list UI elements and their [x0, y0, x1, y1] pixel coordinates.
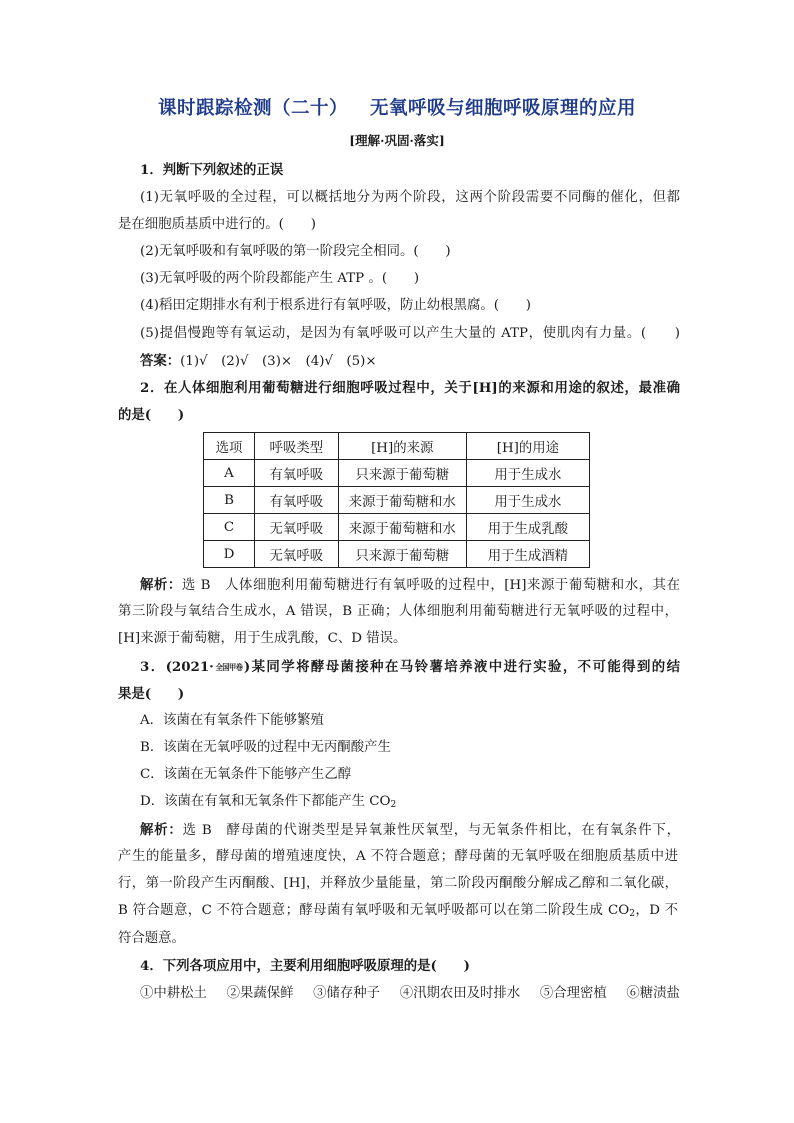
title-part1: 课时跟踪检测（二十）	[157, 98, 348, 119]
table-cell: 用于生成酒精	[466, 541, 589, 568]
q3-option-d	[140, 791, 680, 813]
page-title	[0, 94, 794, 120]
q4-choice: ③储存种子	[313, 986, 381, 1001]
q3-exam-source: 全国甲卷	[215, 663, 243, 672]
table-cell: 来源于葡萄糖和水	[338, 514, 466, 541]
q4-choice: ②果蔬保鲜	[226, 986, 294, 1001]
q1-item5: (5)提倡慢跑等有氧运动，是因为有氧呼吸可以产生大量的 ATP，使肌肉有力量。( )	[140, 326, 680, 341]
q2-analysis-label: 解析：	[140, 577, 182, 593]
q3-option-a: A．该菌在有氧条件下能够繁殖	[140, 713, 324, 728]
table-row	[204, 514, 590, 541]
q3-stem-rest: )某同学将酵母菌接种在马铃薯培养液中进行实验，不可能得到的结	[243, 659, 680, 675]
q3-stem-prefix: 3．(2021·	[140, 659, 214, 675]
q2-options-table	[203, 432, 590, 568]
table-cell: 有氧呼吸	[254, 487, 338, 514]
q4-choices	[140, 983, 680, 1005]
table-header-cell: [H]的用途	[466, 433, 589, 460]
q4-choice: ④汛期农田及时排水	[399, 986, 521, 1001]
q1-item2: (2)无氧呼吸和有氧呼吸的第一阶段完全相同。( )	[140, 244, 451, 259]
q1-answer	[140, 350, 680, 373]
q3-option-d-text: D．该菌在有氧和无氧条件下都能产生 CO	[140, 794, 391, 809]
q1-item1-line1: (1)无氧呼吸的全过程，可以概括地分为两个阶段，这两个阶段需要不同酶的催化，但都	[140, 190, 680, 205]
table-header-row	[204, 433, 590, 460]
table-cell: 有氧呼吸	[254, 460, 338, 487]
table-cell: B	[204, 487, 255, 514]
q1-stem: 1．判断下列叙述的正误	[140, 162, 284, 178]
q3-option-b: B．该菌在无氧呼吸的过程中无丙酮酸产生	[140, 740, 391, 755]
table-row	[204, 487, 590, 514]
table-cell: 无氧呼吸	[254, 541, 338, 568]
q2-analysis-line2: 第三阶段与氧结合生成水，A 错误，B 正确；人体细胞利用葡萄糖进行无氧呼吸的过程中，	[118, 604, 678, 619]
section-subtitle: [理解·巩固·落实]	[349, 133, 445, 148]
q3-analysis-line3: 行，第一阶段产生丙酮酸、[H]，并释放少量能量，第二阶段丙酮酸分解成乙醇和二氧化碳，	[118, 876, 678, 891]
q3-stem-line2: 果是( )	[118, 686, 185, 702]
q1-item4: (4)稻田定期排水有利于根系进行有氧呼吸，防止幼根黑腐。( )	[140, 298, 531, 313]
table-cell: 只来源于葡萄糖	[338, 460, 466, 487]
table-cell: 用于生成乳酸	[466, 514, 589, 541]
q2-analysis-line3: [H]来源于葡萄糖，用于生成乳酸，C、D 错误。	[118, 631, 407, 646]
table-row	[204, 460, 590, 487]
q3-analysis-line4	[118, 900, 678, 922]
table-header-cell: [H]的来源	[338, 433, 466, 460]
q1-answer-label: 答案：	[140, 353, 181, 369]
q3-analysis-label: 解析：	[140, 822, 183, 838]
q2-stem-line1: 2．在人体细胞利用葡萄糖进行细胞呼吸过程中，关于[H]的来源和用途的叙述，最准确	[140, 380, 680, 396]
q3-analysis-line5: 符合题意。	[118, 931, 185, 946]
q3-stem-line1	[140, 656, 680, 679]
table-cell: D	[204, 541, 255, 568]
q3-analysis-line1	[140, 819, 680, 842]
table-header-cell: 选项	[204, 433, 255, 460]
table-header-cell: 呼吸类型	[254, 433, 338, 460]
q1-item1-line2: 是在细胞质基质中进行的。( )	[118, 217, 316, 232]
q2-analysis-text: 选 B 人体细胞利用葡萄糖进行有氧呼吸的过程中，[H]来源于葡萄糖和水，其在	[181, 578, 680, 593]
table-cell: 用于生成水	[466, 460, 589, 487]
q3-analysis-text: 选 B 酵母菌的代谢类型是异氧兼性厌氧型，与无氧条件相比，在有氧条件下，	[182, 823, 680, 838]
q3-option-d-subscript: 2	[390, 800, 397, 810]
q2-stem-line2: 的是( )	[118, 407, 185, 423]
q4-choice: ⑤合理密植	[539, 986, 607, 1001]
table-cell: 来源于葡萄糖和水	[338, 487, 466, 514]
table-cell: 用于生成水	[466, 487, 589, 514]
table-cell: C	[204, 514, 255, 541]
table-cell: 只来源于葡萄糖	[338, 541, 466, 568]
table-row	[204, 541, 590, 568]
q3-analysis-line4-end: ，D 不	[634, 903, 678, 918]
q3-option-c: C．该菌在无氧条件下能够产生乙醇	[140, 767, 352, 782]
q3-analysis-line2: 产生的能量多，酵母菌的增殖速度快，A 不符合题意；酵母菌的无氧呼吸在细胞质基质中进	[118, 849, 678, 864]
q1-item3: (3)无氧呼吸的两个阶段都能产生 ATP 。( )	[140, 271, 420, 286]
table-cell: A	[204, 460, 255, 487]
q4-choice: ⑥糖渍盐	[626, 986, 680, 1001]
q3-analysis-subscript: 2	[629, 909, 635, 919]
q4-stem: 4．下列各项应用中，主要利用细胞呼吸原理的是( )	[140, 958, 470, 974]
q1-answer-text: (1)√ (2)√ (3)× (4)√ (5)×	[180, 354, 377, 369]
q4-choice: ①中耕松土	[140, 986, 207, 1001]
title-part2: 无氧呼吸与细胞呼吸原理的应用	[370, 98, 637, 119]
q3-analysis-line4-text: B 符合题意，C 不符合题意；酵母菌有氧呼吸和无氧呼吸都可以在第二阶段生成 CO	[118, 903, 630, 918]
table-cell: 无氧呼吸	[254, 514, 338, 541]
q2-analysis-line1	[140, 574, 680, 597]
